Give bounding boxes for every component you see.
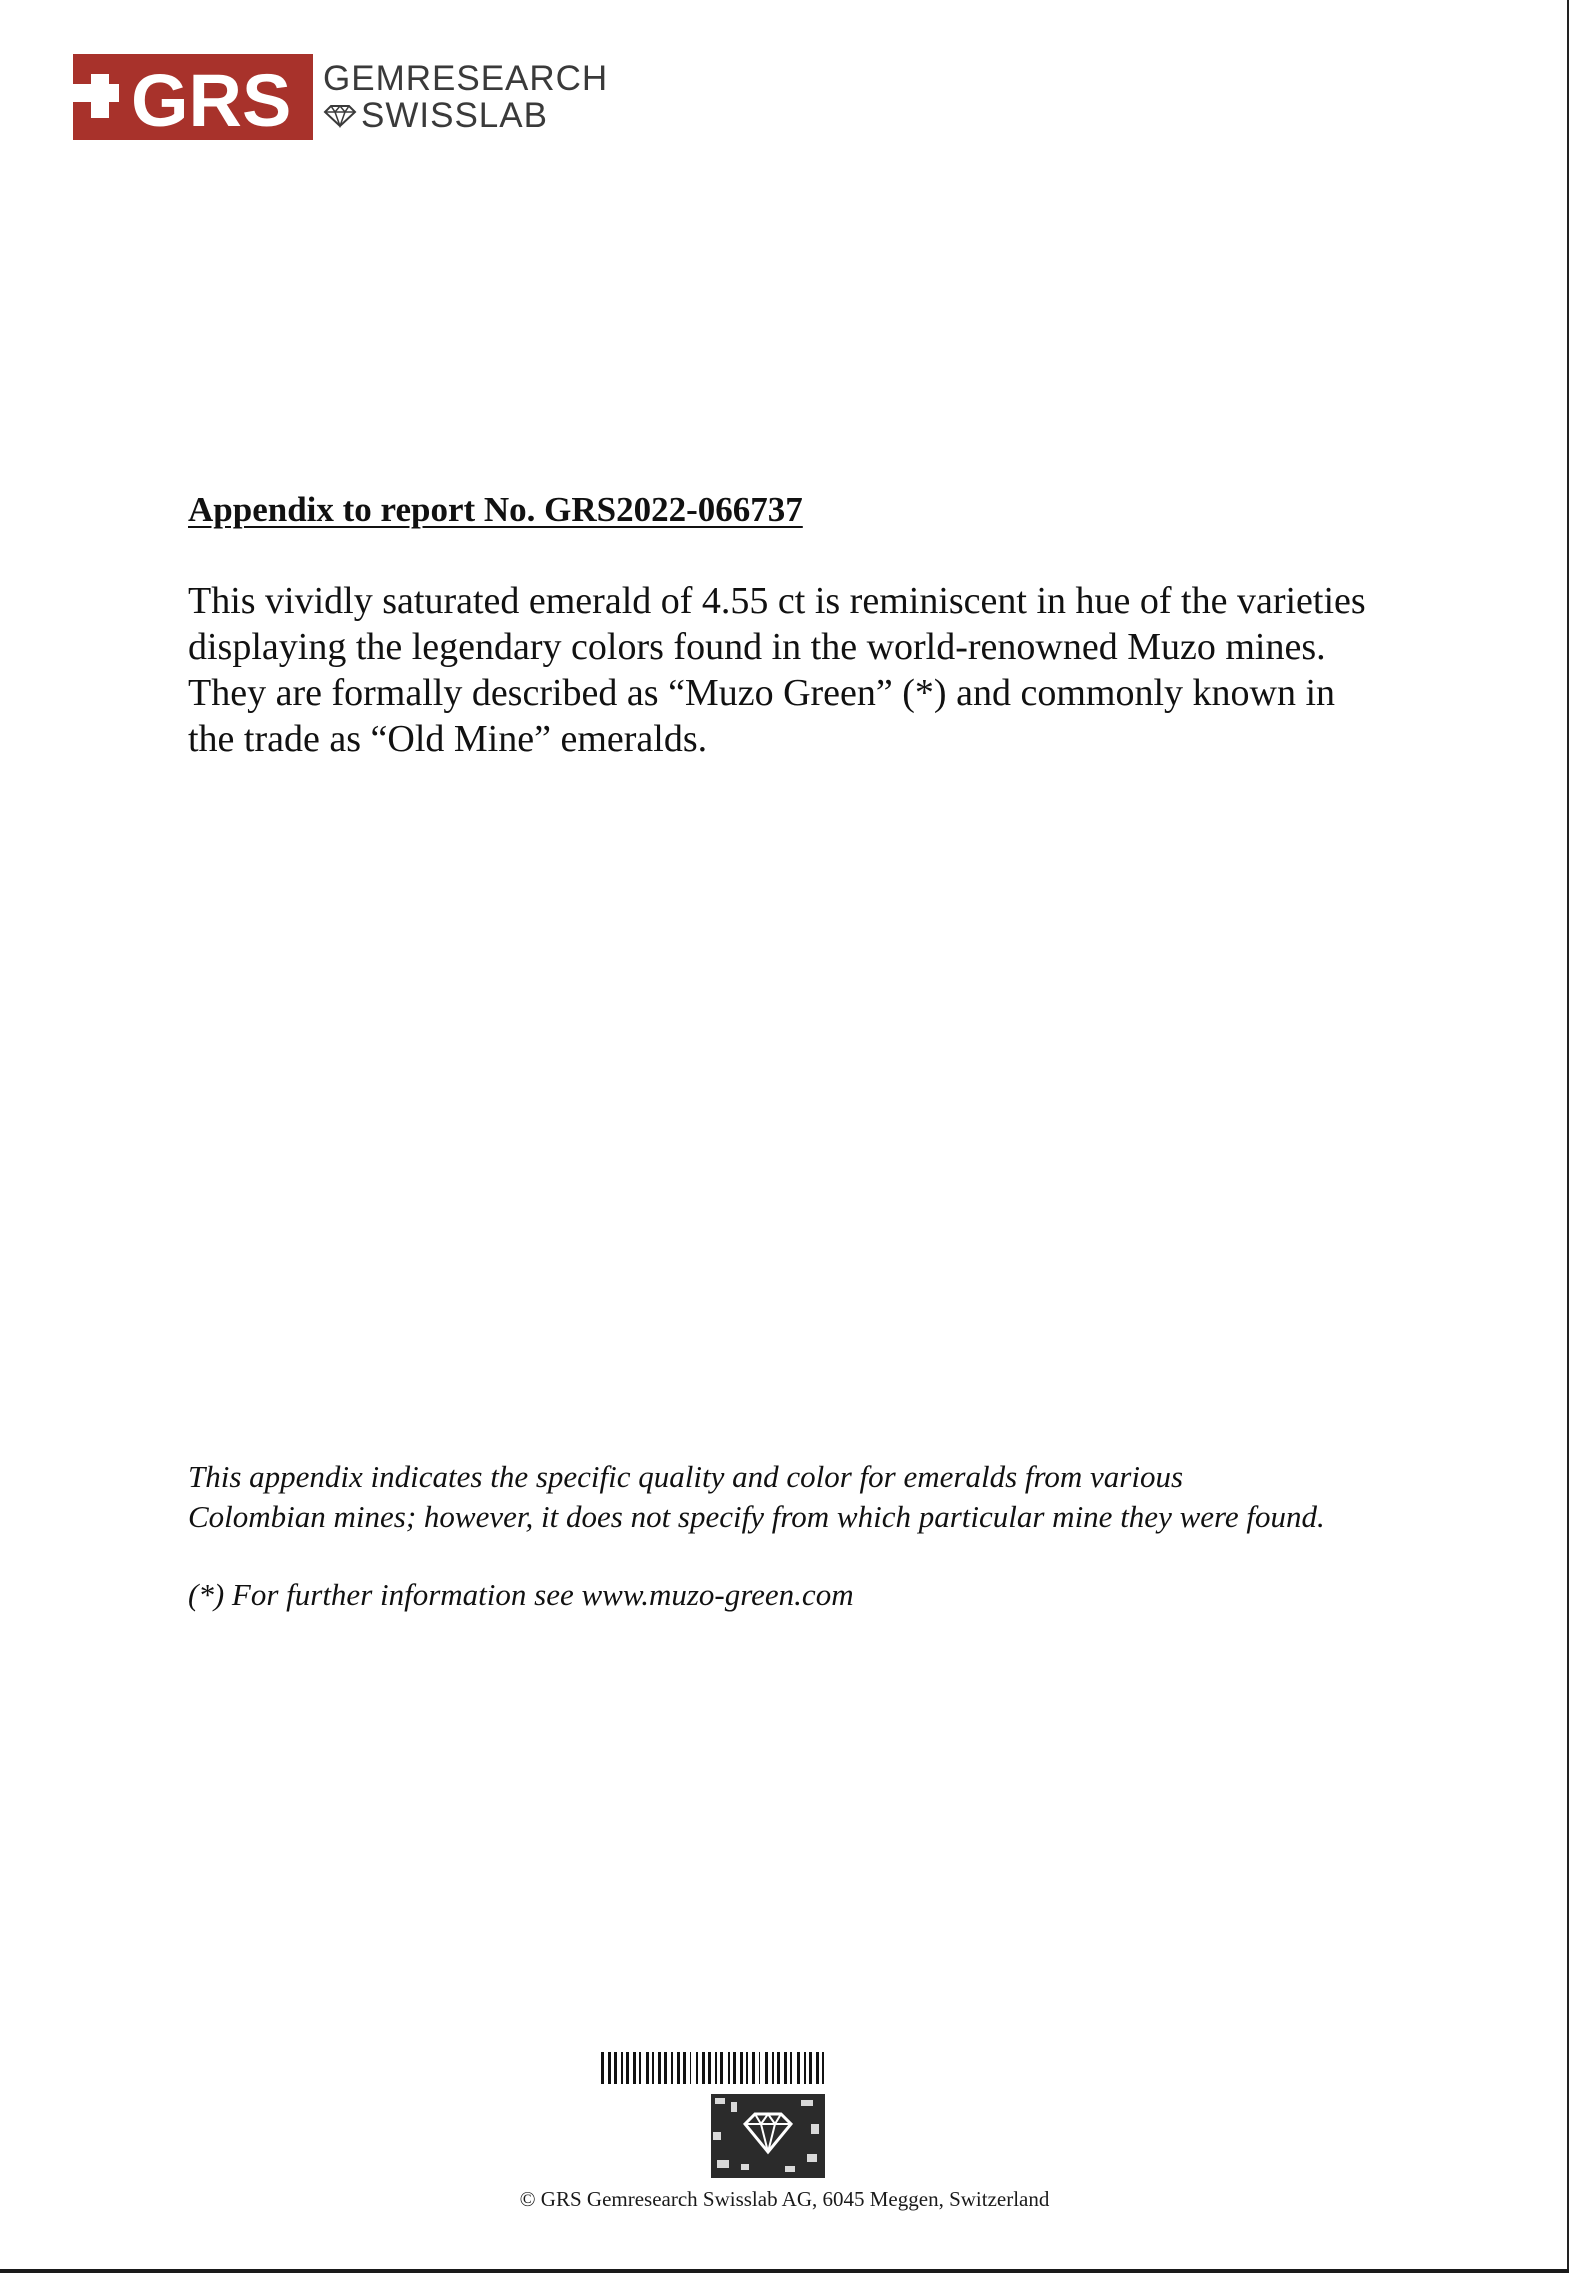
barcode-bar <box>690 2052 691 2084</box>
swiss-cross-icon <box>73 54 313 140</box>
barcode-bar <box>809 2052 812 2084</box>
appendix-body-line: This vividly saturated emerald of 4.55 ct is reminiscent in hue of the varieties <box>188 580 1366 622</box>
barcode-bar <box>626 2052 629 2084</box>
grs-logo-mark <box>73 54 313 140</box>
barcode-bar <box>777 2052 780 2084</box>
barcode-bar <box>752 2052 755 2084</box>
barcode-bar <box>784 2052 787 2084</box>
barcode-bar <box>765 2052 768 2084</box>
barcode-bar <box>664 2052 667 2084</box>
barcode-bar <box>639 2052 641 2084</box>
footnote: (*) For further information see www.muzo-green.com <box>188 1577 854 1612</box>
barcode-bar <box>816 2052 819 2084</box>
grs-logo <box>73 54 608 140</box>
appendix-heading: Appendix to report No. GRS2022-066737 <box>188 490 803 529</box>
barcode-bar <box>702 2052 705 2084</box>
barcode-bar <box>677 2052 680 2084</box>
diamond-icon <box>323 104 357 128</box>
barcode-bar <box>728 2052 730 2084</box>
appendix-body <box>188 578 1448 762</box>
appendix-body-line: They are formally described as “Muzo Green” (*) and commonly known in <box>188 672 1335 714</box>
barcode-bar <box>652 2052 654 2084</box>
barcode-bar <box>822 2052 824 2084</box>
barcode-bar <box>633 2052 636 2084</box>
barcode-bar <box>790 2052 792 2084</box>
barcode-bar <box>740 2052 743 2084</box>
disclaimer-line: This appendix indicates the specific quality and color for emeralds from various <box>188 1459 1184 1494</box>
barcode-bar <box>804 2052 806 2084</box>
barcode-bar <box>708 2052 711 2084</box>
copyright-line: © GRS Gemresearch Swisslab AG, 6045 Meggen, Switzerland <box>519 2187 1050 2211</box>
barcode-bar <box>746 2052 748 2084</box>
barcode-bar <box>772 2052 774 2084</box>
barcode-icon <box>601 2052 937 2084</box>
barcode-bar <box>696 2052 698 2084</box>
barcode-bar <box>720 2052 723 2084</box>
disclaimer <box>188 1457 1488 1537</box>
grs-hologram-seal-icon <box>711 2094 825 2178</box>
page-edge-bottom <box>0 2269 1569 2273</box>
barcode-bar <box>715 2052 717 2084</box>
logo-line-swisslab-row <box>323 98 608 133</box>
appendix-body-line: the trade as “Old Mine” emeralds. <box>188 718 708 760</box>
barcode-bar <box>646 2052 649 2084</box>
barcode-bar <box>601 2052 604 2084</box>
barcode-bar <box>671 2052 673 2084</box>
barcode-bar <box>797 2052 800 2084</box>
barcode-bar <box>759 2052 760 2084</box>
barcode-bar <box>608 2052 611 2084</box>
logo-wordmark <box>323 54 608 140</box>
logo-line-gemresearch: GEMRESEARCH <box>323 59 609 98</box>
appendix-body-line: displaying the legendary colors found in the world-renowned Muzo mines. <box>188 626 1326 668</box>
barcode-bar <box>733 2052 736 2084</box>
logo-grs-text: GRS <box>131 59 292 140</box>
logo-line-swisslab: SWISSLAB <box>361 96 548 135</box>
barcode-bar <box>614 2052 617 2084</box>
barcode-bar <box>621 2052 623 2084</box>
barcode-bar <box>658 2052 661 2084</box>
barcode-bar <box>683 2052 686 2084</box>
disclaimer-line: Colombian mines; however, it does not specify from which particular mine they were found. <box>188 1499 1325 1534</box>
